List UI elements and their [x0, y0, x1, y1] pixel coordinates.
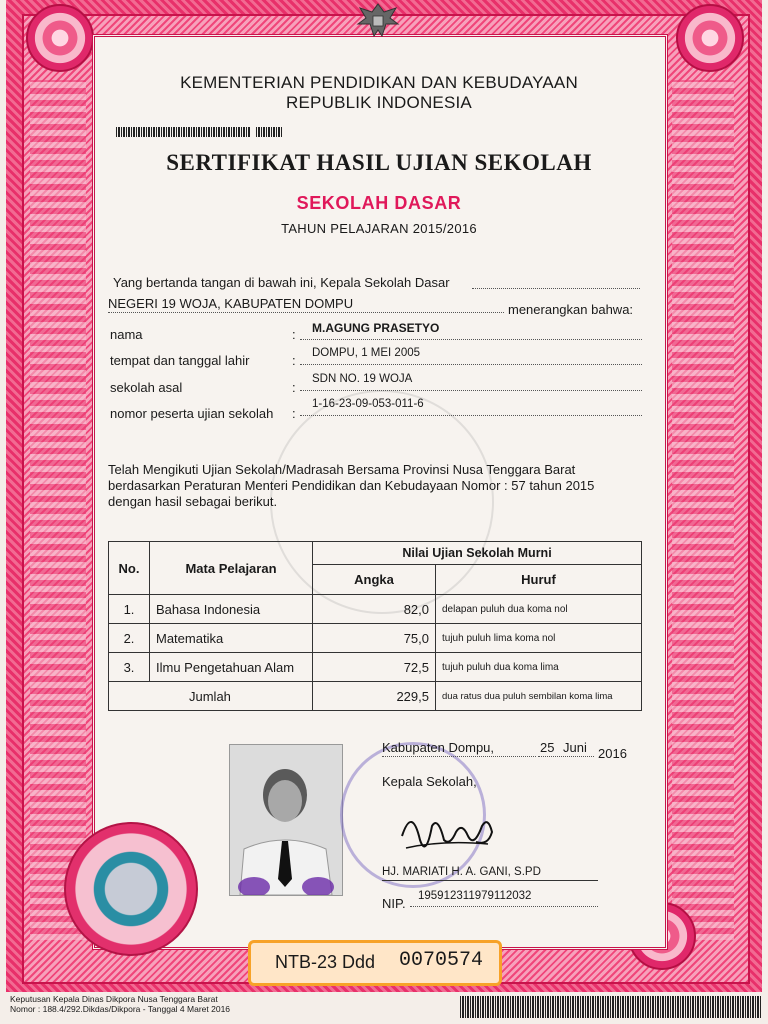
header-subject: Mata Pelajaran: [150, 542, 313, 595]
statement-line-3: dengan hasil sebagai berikut.: [108, 494, 278, 509]
corner-ornament-top-left: [26, 4, 94, 72]
table-row: [109, 624, 642, 653]
header-number: Angka: [313, 565, 436, 595]
school-label: sekolah asal: [110, 380, 183, 395]
serial-prefix: NTB-23 Ddd: [275, 952, 376, 972]
name-dots: [300, 339, 642, 340]
hologram-seal-icon: [64, 822, 198, 956]
row-score: 72,5: [313, 653, 436, 682]
signer-name: HJ. MARIATI H. A. GANI, S.PD: [382, 866, 541, 878]
row-subject: Matematika: [150, 624, 313, 653]
table-row: [109, 595, 642, 624]
footer-decree-line-1: Keputusan Kepala Dinas Dikpora Nusa Tenggara Barat: [10, 994, 218, 1004]
total-words: dua ratus dua puluh sembilan koma lima: [436, 682, 642, 711]
row-score: 75,0: [313, 624, 436, 653]
signing-month: Juni: [563, 740, 587, 755]
table-header-row: [109, 542, 642, 565]
student-name: M.AGUNG PRASETYO: [312, 321, 440, 335]
intro-dots: [472, 288, 640, 289]
birth-dots: [300, 364, 642, 365]
exam-number-value: 1-16-23-09-053-011-6: [312, 398, 424, 410]
signing-date-dots: [538, 756, 594, 757]
header-words: Huruf: [436, 565, 642, 595]
nip-value: 195912311979112032: [418, 890, 532, 902]
intro-line: Yang bertanda tangan di bawah ini, Kepala Sekolah Dasar: [113, 275, 450, 290]
row-no: 1.: [109, 595, 150, 624]
document-barcode-2: [256, 127, 282, 137]
certificate-title: SERTIFIKAT HASIL UJIAN SEKOLAH: [166, 150, 592, 175]
left-ornament: [30, 80, 86, 940]
certificate-subtitle: SEKOLAH DASAR: [296, 193, 462, 213]
declares-text: menerangkan bahwa:: [508, 302, 634, 317]
header-score-group: Nilai Ujian Sekolah Murni: [313, 542, 642, 565]
ministry-name: KEMENTERIAN PENDIDIKAN DAN KEBUDAYAAN: [180, 73, 578, 92]
nip-dots: [410, 906, 598, 907]
signing-place-dots: [382, 756, 536, 757]
signer-underline: [382, 880, 598, 881]
row-subject: Bahasa Indonesia: [150, 595, 313, 624]
country-name: REPUBLIK INDONESIA: [286, 93, 472, 112]
birth-value: DOMPU, 1 MEI 2005: [312, 347, 421, 359]
student-photo: [229, 744, 343, 896]
school-value-dots: [300, 390, 642, 391]
signing-place: Kabupaten Dompu,: [382, 740, 495, 755]
statement-line-1: Telah Mengikuti Ujian Sekolah/Madrasah Bersama Provinsi Nusa Tenggara Barat: [108, 462, 576, 477]
name-label: nama: [110, 327, 143, 342]
total-label: Jumlah: [109, 682, 313, 711]
grades-table: [108, 541, 642, 711]
nip-label: NIP.: [382, 896, 406, 911]
birth-label: tempat dan tanggal lahir: [110, 353, 250, 368]
total-score: 229,5: [313, 682, 436, 711]
garuda-emblem-icon: [354, 0, 402, 40]
school-name: NEGERI 19 WOJA, KABUPATEN DOMPU: [108, 296, 354, 311]
header-no: No.: [109, 542, 150, 595]
exam-number-label: nomor peserta ujian sekolah: [110, 406, 274, 421]
statement-line-2: berdasarkan Peraturan Menteri Pendidikan dan Kebudayaan Nomor : 57 tahun 2015: [108, 478, 595, 493]
serial-number: 0070574: [399, 949, 484, 972]
row-words: tujuh puluh dua koma lima: [436, 653, 642, 682]
footer-decree-line-2: Nomor : 188.4/292.Dikdas/Dikpora - Tanggal 4 Maret 2016: [10, 1004, 231, 1014]
school-dots: [108, 312, 504, 313]
right-ornament: [672, 80, 734, 940]
row-words: delapan puluh dua koma nol: [436, 595, 642, 624]
academic-year: TAHUN PELAJARAN 2015/2016: [281, 221, 477, 236]
signing-day: 25: [540, 740, 555, 755]
table-row: [109, 653, 642, 682]
signature-icon: [392, 796, 502, 866]
row-subject: Ilmu Pengetahuan Alam: [150, 653, 313, 682]
row-words: tujuh puluh lima koma nol: [436, 624, 642, 653]
serial-number-box: [248, 940, 502, 986]
corner-ornament-top-right: [676, 4, 744, 72]
document-barcode-1: [116, 127, 250, 137]
school-value: SDN NO. 19 WOJA: [312, 373, 413, 385]
table-total-row: [109, 682, 642, 711]
signing-year: 2016: [598, 746, 627, 761]
footer-barcode: [460, 996, 762, 1018]
row-score: 82,0: [313, 595, 436, 624]
signer-role: Kepala Sekolah,: [382, 774, 477, 789]
row-no: 2.: [109, 624, 150, 653]
row-no: 3.: [109, 653, 150, 682]
exam-number-dots: [300, 415, 642, 416]
